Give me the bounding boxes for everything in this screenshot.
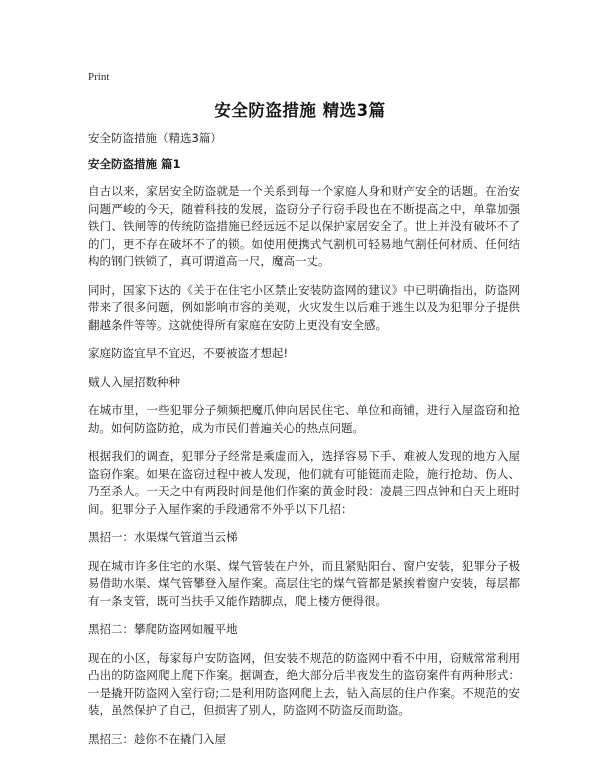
document-body xyxy=(88,130,520,759)
subheading-tactic-three: 黑招三：趁你不在撬门入屋 xyxy=(88,731,226,746)
section-heading: 安全防盗措施 篇1 xyxy=(88,157,181,171)
document-title: 安全防盗措施 精选3篇 xyxy=(214,101,386,120)
paragraph-intro: 自古以来，家居安全防盗就是一个关系到每一个家庭人身和财产安全的话题。在治安问题严峻的今天，随着科技的发展，盗窃分子行窃手段也在不断提高之中，单靠加强铁门、铁闸等的传统防盗措施已经远远不足以保护家居安全了。世上并没有破坏不了的门，更不存在破坏不了的锁。如使用便携式气割机可轻易地气割任何材质、任何结构的钢门铁锁了，真可谓道高一尺，魔高一丈。 xyxy=(88,184,520,268)
subheading-tactic-one: 黑招一：水渠煤气管道当云梯 xyxy=(88,530,238,544)
subheading-burglar-tactics: 贼人入屋招数种种 xyxy=(88,374,180,389)
subheading-tactic-two: 黑招二：攀爬防盗网如履平地 xyxy=(88,622,238,636)
print-label: Print xyxy=(88,71,110,83)
paragraph-advice: 家庭防盗宜早不宜迟，不要被盗才想起! xyxy=(88,346,289,360)
paragraph-city-crime: 在城市里，一些犯罪分子频频把魔爪伸向居民住宅、单位和商铺，进行入屋盗窃和抢劫。如何防盗防抢，成为市民们普遍关心的热点问题。 xyxy=(88,403,520,435)
paragraph-tactic-two: 现在的小区，每家每户安防盗网，但安装不规范的防盗网中看不中用，窃贼常常利用凸出的防盗网爬上爬下作案。据调查，绝大部分后半夜发生的盗窃案件有两种形式：一是撬开防盗网入室行窃;二是利用防盗网爬上去，钻入高层的住户作案。不规范的安装，虽然保护了自己，但损害了别人，防盗网不防盗反而助盗。 xyxy=(88,650,520,717)
paragraph-tactic-one: 现在城市许多住宅的水渠、煤气管装在户外，而且紧贴阳台、窗户安装，犯罪分子极易借助水渠、煤气管攀登入屋作案。高层住宅的煤气管都是紧挨着窗户安装，每层都有一条支管，既可当扶手又能作踏脚点，爬上楼方便得很。 xyxy=(88,558,520,608)
paragraph-survey: 根据我们的调查，犯罪分子经常是乘虚而入，选择容易下手、难被人发现的地方入屋盗窃作案。如果在盗窃过程中被人发现，他们就有可能铤而走险，施行抢劫、伤人、乃至杀人。一天之中有两段时间是他们作案的黄金时段：凌晨三四点钟和白天上班时间。犯罪分子入屋作案的手段通常不外乎以下几招： xyxy=(88,449,520,516)
paragraph-regulation: 同时，国家下达的《关于在住宅小区禁止安装防盗网的建议》中已明确指出，防盗网带来了很多问题，例如影响市容的美观，火灾发生以后难于逃生以及为犯罪分子提供翻越条件等等。这就使得所有家庭在安防上更没有安全感。 xyxy=(88,282,520,332)
document-subtitle: 安全防盗措施（精选3篇） xyxy=(88,131,222,145)
